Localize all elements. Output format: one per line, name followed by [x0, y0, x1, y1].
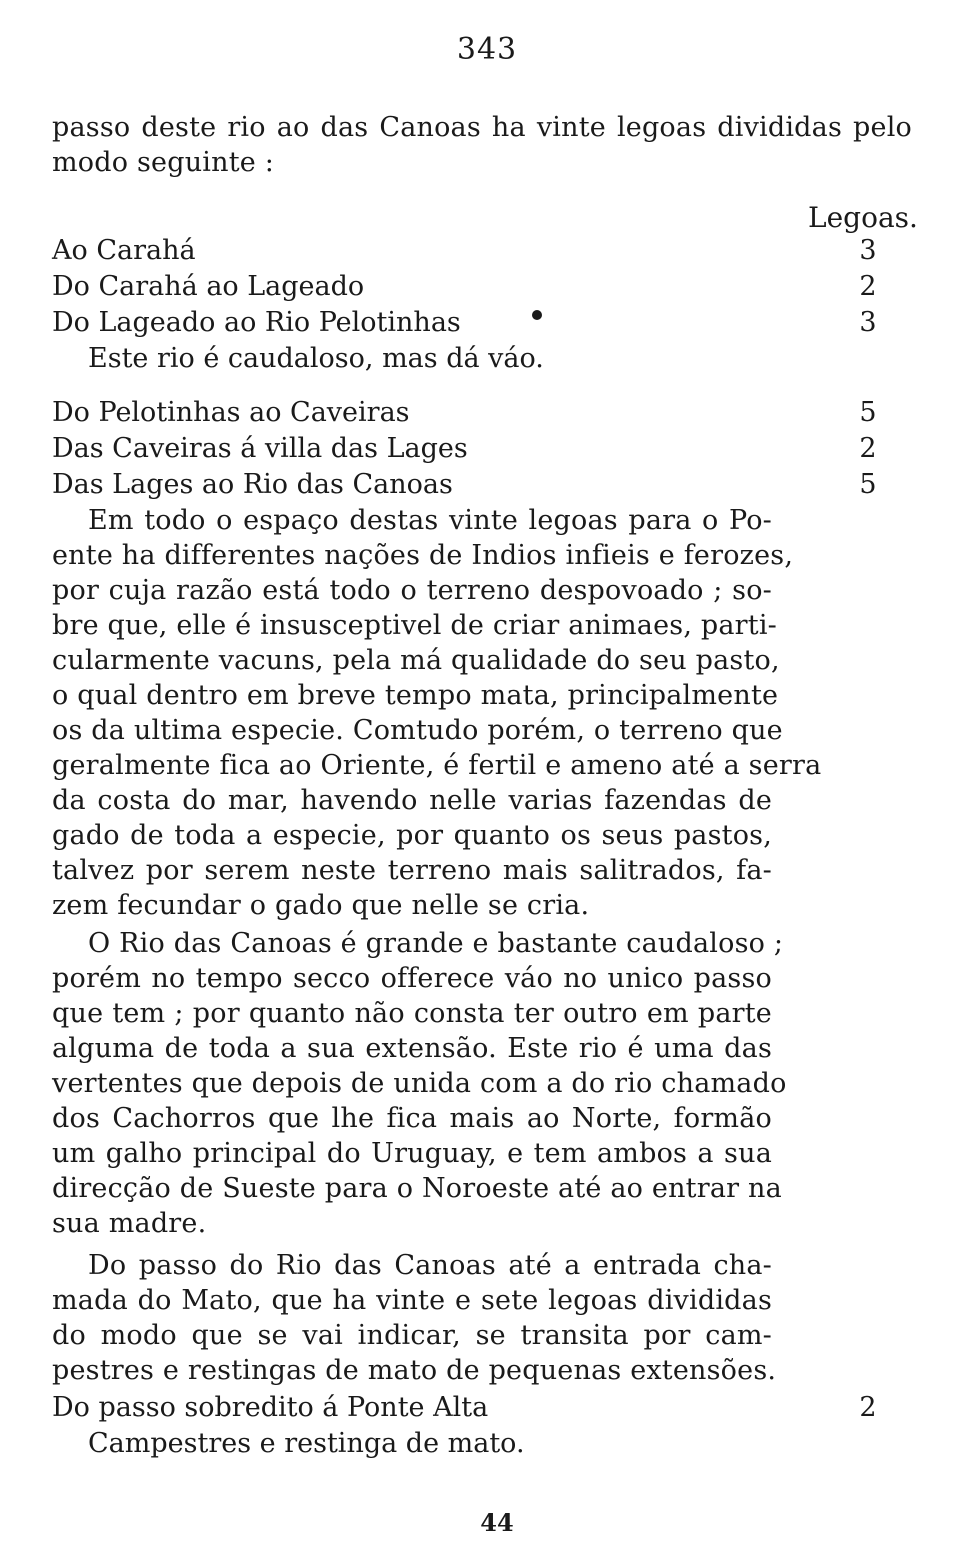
itinerary-value: 2	[859, 1392, 877, 1423]
distance-unit-header: Legoas.	[808, 201, 918, 234]
paragraph-line: Do passo do Rio das Canoas até a entrada cha-	[88, 1250, 772, 1281]
paragraph-line: geralmente fica ao Oriente, é fertil e ameno até a serra	[52, 750, 822, 781]
itinerary-entry: Do Carahá ao Lageado	[52, 271, 365, 302]
itinerary-note: Este rio é caudaloso, mas dá váo.	[88, 343, 544, 374]
paragraph-line: zem fecundar o gado que nelle se cria.	[52, 890, 590, 921]
paragraph-line: gado de toda a especie, por quanto os seus pastos,	[52, 820, 772, 851]
signature-mark: 44	[480, 1508, 514, 1537]
paragraph-line: Em todo o espaço destas vinte legoas para o Po-	[88, 505, 772, 536]
itinerary-entry: Das Caveiras á villa das Lages	[52, 433, 468, 464]
paragraph-line: pestres e restingas de mato de pequenas extensões.	[52, 1355, 777, 1386]
itinerary-value: 5	[859, 469, 877, 500]
paragraph-line: o qual dentro em breve tempo mata, principalmente	[52, 680, 779, 711]
paragraph-line: dos Cachorros que lhe fica mais ao Norte, formão	[52, 1103, 772, 1134]
itinerary-entry: Ao Carahá	[52, 235, 196, 266]
itinerary-value: 5	[859, 397, 877, 428]
paragraph-line: um galho principal do Uruguay, e tem ambos a sua	[52, 1138, 772, 1169]
paragraph-line: cularmente vacuns, pela má qualidade do seu pasto,	[52, 645, 780, 676]
itinerary-entry: Do Pelotinhas ao Caveiras	[52, 397, 410, 428]
paragraph-line: bre que, elle é insusceptivel de criar animaes, parti-	[52, 610, 777, 641]
itinerary-note: Campestres e restinga de mato.	[88, 1428, 525, 1459]
paragraph-line: porém no tempo secco offerece váo no unico passo	[52, 963, 772, 994]
paragraph-line: vertentes que depois de unida com a do rio chamado	[52, 1068, 787, 1099]
itinerary-value: 3	[859, 235, 877, 266]
itinerary-entry: Do passo sobredito á Ponte Alta	[52, 1392, 489, 1423]
paragraph-line: da costa do mar, havendo nelle varias fazendas de	[52, 785, 772, 816]
paragraph-line: do modo que se vai indicar, se transita por cam-	[52, 1320, 772, 1351]
itinerary-value: 2	[859, 433, 877, 464]
paragraph-line: mada do Mato, que ha vinte e sete legoas divididas	[52, 1285, 772, 1316]
itinerary-entry: Das Lages ao Rio das Canoas	[52, 469, 453, 500]
paragraph-line: os da ultima especie. Comtudo porém, o terreno que	[52, 715, 783, 746]
page-number: 343	[456, 32, 518, 67]
itinerary-entry: Do Lageado ao Rio Pelotinhas	[52, 307, 461, 338]
paragraph-line: que tem ; por quanto não consta ter outro em parte	[52, 998, 772, 1029]
paragraph-line: alguma de toda a sua extensão. Este rio é uma das	[52, 1033, 772, 1064]
paragraph-line: O Rio das Canoas é grande e bastante caudaloso ;	[88, 928, 784, 959]
itinerary-value: 2	[859, 271, 877, 302]
bullet-mark	[532, 310, 542, 320]
itinerary-value: 3	[859, 307, 877, 338]
paragraph-line: ente ha differentes nações de Indios infieis e ferozes,	[52, 540, 794, 571]
intro-line: passo deste rio ao das Canoas ha vinte legoas divididas pelo	[52, 112, 912, 143]
paragraph-line: direcção de Sueste para o Noroeste até ao entrar na	[52, 1173, 782, 1204]
paragraph-line: talvez por serem neste terreno mais salitrados, fa-	[52, 855, 772, 886]
paragraph-line: por cuja razão está todo o terreno despovoado ; so-	[52, 575, 772, 606]
paragraph-line: sua madre.	[52, 1208, 207, 1239]
intro-line: modo seguinte :	[52, 147, 275, 178]
